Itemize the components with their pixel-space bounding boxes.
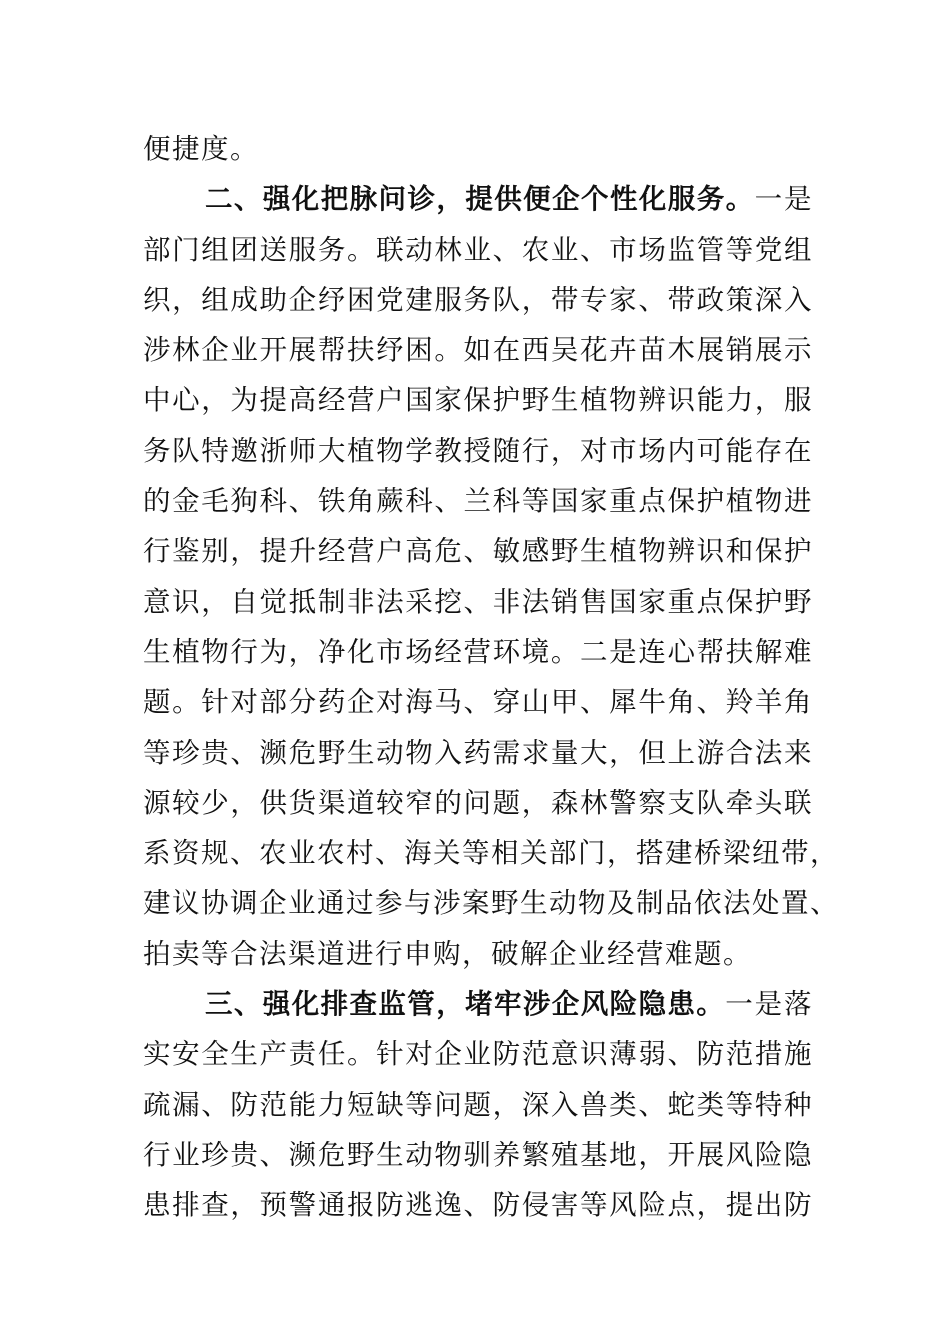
text-line: 中心，为提高经营户国家保护野生植物辨识能力，服 — [143, 384, 813, 417]
text-line: 系资规、农业农村、海关等相关部门，搭建桥梁纽带， — [143, 837, 839, 870]
text-line: 涉林企业开展帮扶纾困。如在西吴花卉苗木展销展示 — [143, 334, 813, 367]
text-line: 拍卖等合法渠道进行申购，破解企业经营难题。 — [143, 937, 752, 970]
section-heading-line — [143, 979, 813, 1029]
text-run: 一是落 — [725, 988, 814, 1021]
text-line: 的金毛狗科、铁角蕨科、兰科等国家重点保护植物进 — [143, 485, 813, 518]
text-line: 行鉴别，提升经营户高危、敏感野生植物辨识和保护 — [143, 535, 813, 568]
text-line: 织，组成助企纾困党建服务队，带专家、带政策深入 — [143, 283, 813, 316]
text-line: 生植物行为，净化市场经营环境。二是连心帮扶解难 — [143, 635, 813, 668]
text-line: 部门组团送服务。联动林业、农业、市场监管等党组 — [143, 233, 813, 266]
text-run: 一是 — [754, 183, 814, 216]
text-line: 疏漏、防范能力短缺等问题，深入兽类、蛇类等特种 — [143, 1088, 813, 1121]
text-line: 便捷度。 — [143, 133, 259, 165]
text-line: 患排查，预警通报防逃逸、防侵害等风险点，提出防 — [143, 1189, 813, 1222]
text-line: 题。针对部分药企对海马、穿山甲、犀牛角、羚羊角 — [143, 686, 813, 719]
section-heading-line — [143, 174, 813, 224]
text-line: 等珍贵、濒危野生动物入药需求量大，但上游合法来 — [143, 736, 813, 769]
text-line: 务队特邀浙师大植物学教授随行，对市场内可能存在 — [143, 434, 813, 467]
body-text — [143, 124, 839, 1231]
section-heading: 三、强化排查监管，堵牢涉企风险隐患。 — [205, 988, 726, 1021]
text-line: 行业珍贵、濒危野生动物驯养繁殖基地，开展风险隐 — [143, 1138, 813, 1171]
text-line: 源较少，供货渠道较窄的问题，森林警察支队牵头联 — [143, 786, 813, 819]
text-line: 建议协调企业通过参与涉案野生动物及制品依法处置、 — [143, 887, 839, 920]
text-line: 意识，自觉抵制非法采挖、非法销售国家重点保护野 — [143, 585, 813, 618]
text-line: 实安全生产责任。针对企业防范意识薄弱、防范措施 — [143, 1038, 813, 1071]
section-heading: 二、强化把脉问诊，提供便企个性化服务。 — [205, 183, 755, 216]
